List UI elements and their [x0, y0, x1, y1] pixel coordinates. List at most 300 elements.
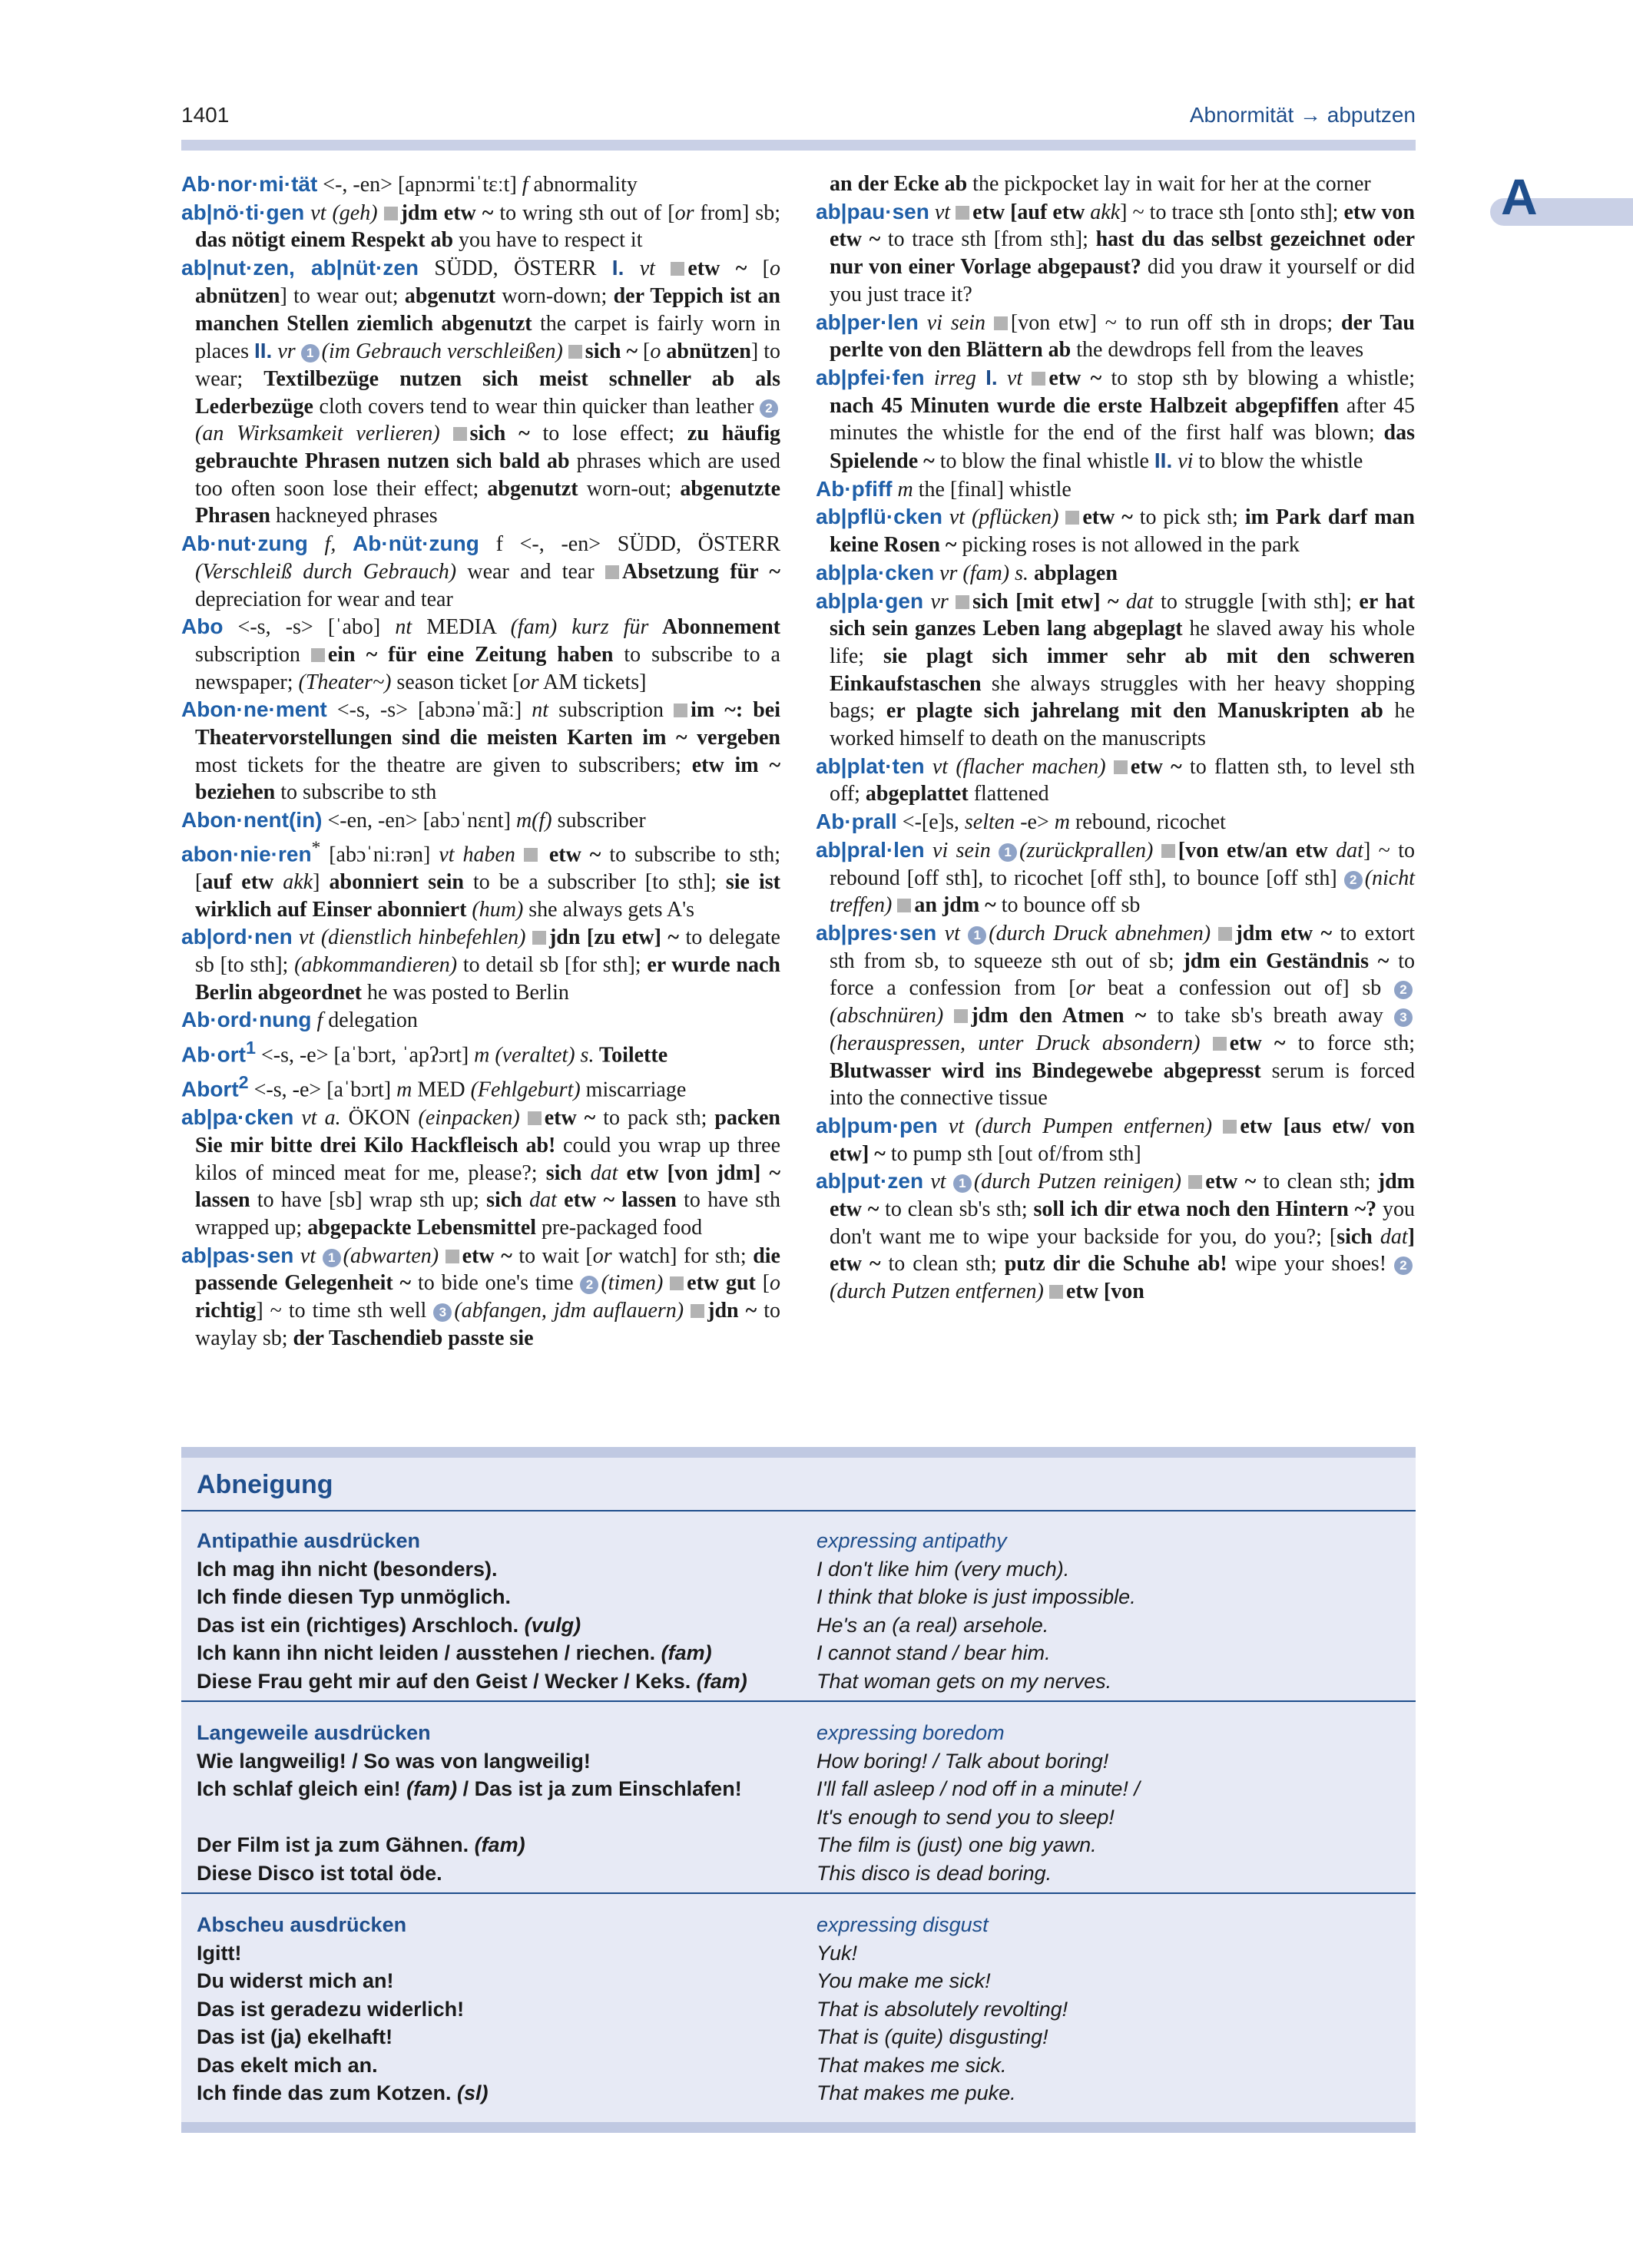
entry-text: (Verschleiß durch Gebrauch)	[195, 559, 457, 584]
phrase-en: I think that bloke is just impossible.	[816, 1585, 1136, 1608]
entry-text: to extort sth from sb, to squeeze sth out of sb;	[830, 921, 1415, 973]
entry-text: the dewdrops fell from the leaves	[1071, 338, 1364, 363]
entry-text: phrases which are used too often soon lose their effect;	[195, 449, 780, 501]
entry-text: vt (flacher machen)	[924, 754, 1114, 779]
headword: ab|pres·sen	[816, 920, 937, 945]
entry-text: vi sein	[924, 838, 999, 863]
entry-text: m	[396, 1078, 412, 1102]
headword: Abort	[181, 1077, 239, 1101]
example-phrase: etw im ~ beziehen	[195, 753, 781, 805]
entry-text: f	[311, 1008, 323, 1033]
example-phrase: abonniert sein	[329, 869, 464, 894]
box-divider	[181, 1892, 1416, 1894]
entry-text: <-s, -s> [ˈabo]	[223, 615, 396, 640]
example-phrase: etw [von	[1065, 1280, 1144, 1304]
square-bullet-icon	[1188, 1175, 1202, 1189]
phrase-en: How boring! / Talk about boring!	[816, 1749, 1109, 1773]
section-heading-de: Langeweile ausdrücken	[197, 1721, 431, 1744]
entry-text: did you draw it yourself or did you just trace it?	[830, 255, 1415, 306]
register-label: (fam)	[661, 1641, 712, 1664]
headword: ab|nut·zen, ab|nüt·zen	[181, 256, 419, 280]
register-label: (vulg)	[524, 1613, 581, 1637]
example-phrase: nach 45 Minuten wurde die erste Halbzeit abgepfiffen	[830, 393, 1340, 418]
phrase-de-text: Ich finde das zum Kotzen.	[197, 2081, 458, 2104]
entry-text: he was posted to Berlin	[362, 980, 569, 1005]
square-bullet-icon	[1049, 1285, 1063, 1299]
entry-text: to force sth;	[1285, 1031, 1415, 1055]
headword: Ab·nüt·zung	[353, 531, 479, 556]
homograph-number: 2	[238, 1072, 249, 1093]
example-phrase: der Tau perlte von den Blättern ab	[830, 310, 1415, 363]
entry-text: serum is forced into the connective tissue	[830, 1058, 1416, 1111]
entry-text: subscriber	[552, 809, 646, 833]
phrase-row	[197, 1611, 1400, 1640]
example-phrase: ] etw ~	[830, 1224, 1415, 1276]
entry-text: picking roses is not allowed in the park	[956, 533, 1300, 558]
example-phrase: sie plagt sich immer sehr ab mit den schweren Einkaufstaschen	[830, 644, 1416, 696]
square-bullet-icon	[524, 848, 538, 862]
headword: ab|pa·cken	[181, 1105, 294, 1130]
entry-text: [von etw] ~ to run off sth in drops;	[1010, 310, 1341, 335]
dictionary-entry	[181, 1104, 780, 1242]
phrase-de-text: Der Film ist ja zum Gähnen.	[197, 1833, 475, 1856]
sense-1-icon: 1	[968, 926, 986, 945]
homograph-number: 1	[245, 1038, 256, 1058]
entry-text: vt a.	[293, 1106, 341, 1131]
example-phrase: etw [von jdm] ~ lassen	[195, 1160, 781, 1213]
entry-text: wipe your shoes!	[1227, 1252, 1395, 1276]
example-phrase: das Spielende ~	[830, 421, 1415, 474]
phrase-en	[816, 1775, 1400, 1831]
phrase-row	[197, 1775, 1400, 1831]
left-column	[181, 171, 780, 1353]
headword: abon·nie·ren	[181, 842, 312, 866]
entry-text: hackneyed phrases	[270, 504, 438, 528]
entry-text: to waylay sb;	[195, 1299, 781, 1350]
entry-text: vt (dienstlich hinbefehlen)	[292, 925, 532, 950]
entry-text: nt	[395, 615, 412, 640]
headword: Abo	[181, 614, 224, 639]
entry-text: worn-out;	[578, 476, 681, 501]
entry-text: SÜDD, ÖSTERR	[419, 257, 612, 281]
entry-text: pre-packaged food	[536, 1216, 703, 1240]
square-bullet-icon	[956, 595, 969, 609]
square-bullet-icon	[994, 316, 1008, 330]
entry-text: vt	[929, 200, 956, 224]
headword: ab|pflü·cken	[816, 505, 942, 529]
example-phrase: abgenutzt	[404, 283, 496, 308]
entry-text: (nicht treffen)	[830, 866, 1415, 918]
entry-text: f <-, -en> SÜDD, ÖSTERR	[479, 532, 781, 557]
entry-text: from] sb;	[694, 200, 780, 225]
dictionary-entry	[181, 923, 780, 1006]
sense-numeral: II.	[253, 339, 273, 363]
entry-text: AM tickets]	[538, 670, 647, 694]
example-phrase: abgepackte Lebensmittel	[307, 1216, 537, 1240]
phrase-de: Igitt!	[197, 1941, 242, 1965]
example-phrase: etw ~	[1205, 1170, 1257, 1194]
entry-text: depreciation for wear and tear	[195, 587, 453, 611]
dictionary-entry	[181, 835, 780, 923]
headword: ab|ord·nen	[181, 925, 293, 949]
entry-text: or	[1075, 976, 1095, 1001]
example-phrase: im Park darf man keine Rosen ~	[830, 505, 1415, 558]
example-phrase: jdm etw ~	[1235, 921, 1333, 945]
entry-text: (durch Druck abnehmen)	[989, 921, 1219, 945]
entry-text: MEDIA	[412, 615, 511, 640]
entry-text: <-s, -s> [abɔnəˈmãː]	[326, 698, 532, 723]
entry-text: m(f)	[515, 809, 552, 833]
dictionary-entry	[181, 1006, 780, 1035]
entry-text: she always gets A's	[523, 897, 695, 922]
entry-text: most tickets for the theatre are given to subscribers;	[195, 753, 692, 777]
dictionary-entry	[816, 559, 1415, 588]
entry-text: [abɔˈniːrən]	[320, 843, 439, 867]
example-phrase: [von etw/an etw	[1178, 838, 1328, 863]
headword: Abon·nent(in)	[181, 808, 323, 833]
dictionary-entry	[181, 254, 780, 530]
example-phrase: hast du das selbst gezeichnet oder nur von einer Vorlage abgepaust?	[830, 227, 1415, 280]
example-phrase: etw ~	[1082, 505, 1133, 530]
entry-text: to have [sb] wrap sth up;	[250, 1188, 487, 1213]
example-phrase: jdm etw ~	[400, 200, 494, 225]
section-heading-de: Antipathie ausdrücken	[197, 1529, 421, 1552]
phrase-de: Das ist (ja) ekelhaft!	[197, 2025, 393, 2048]
entry-text: o	[769, 257, 780, 281]
dictionary-entry	[816, 309, 1415, 364]
phrase-de: Diese Disco ist total öde.	[197, 1861, 442, 1885]
headword: ab|per·len	[816, 310, 919, 334]
entry-text: the pickpocket lay in wait for her at the corner	[967, 172, 1371, 196]
entry-text: nt	[532, 698, 549, 723]
square-bullet-icon	[605, 565, 619, 579]
dictionary-entry	[816, 1167, 1415, 1306]
phrase-en: The film is (just) one big yawn.	[816, 1833, 1097, 1856]
entry-text: delegation	[323, 1008, 418, 1033]
entry-text: (abkommandieren)	[294, 953, 458, 978]
entry-text: rebound, ricochet	[1069, 810, 1226, 835]
entry-text: (hum)	[466, 897, 524, 922]
example-phrase: jdm etw ~	[830, 1170, 1415, 1222]
example-phrase: sich ~	[585, 339, 638, 364]
entry-text: abnormality	[528, 173, 638, 197]
entry-text: akk	[1085, 200, 1121, 224]
example-phrase: soll ich dir etwa noch den Hintern ~?	[1033, 1197, 1377, 1222]
entry-text: subscription	[195, 642, 311, 667]
headword: ab|pla·cken	[816, 560, 935, 584]
headword: ab|nö·ti·gen	[181, 200, 305, 224]
phrase-en: That is absolutely revolting!	[816, 1997, 1068, 2021]
example-phrase: etw ~	[540, 843, 601, 867]
entry-text: could you wrap up three kilos of minced meat for me, please?;	[195, 1133, 780, 1185]
example-phrase: etw [auf etw	[972, 200, 1085, 224]
phrase-en: This disco is dead boring.	[816, 1861, 1052, 1885]
entry-text: he slaved away his whole life;	[830, 617, 1415, 668]
phrase-de	[197, 1611, 816, 1640]
entry-text: vi sein	[918, 310, 994, 335]
entry-text: to have sth wrapped up;	[195, 1188, 781, 1240]
phrase-en: That makes me puke.	[816, 2081, 1016, 2104]
section-heading-en: expressing boredom	[816, 1721, 1005, 1744]
example-phrase: sich [mit etw] ~	[972, 589, 1119, 614]
phrase-en: That woman gets on my nerves.	[816, 1669, 1112, 1693]
entry-text: <-[e]s,	[896, 810, 965, 835]
entry-text: (im Gebrauch verschleißen)	[321, 339, 568, 364]
thumb-index-letter: A	[1501, 168, 1538, 225]
entry-text: to subscribe to sth	[275, 780, 437, 805]
entry-text: or	[519, 670, 539, 694]
entry-text: MED	[412, 1078, 471, 1102]
sense-2-icon: 2	[760, 399, 778, 418]
entry-text: to pump sth [out of/from sth]	[885, 1141, 1141, 1166]
entry-text: (durch Putzen reinigen)	[973, 1170, 1189, 1194]
entry-text: vt (geh)	[310, 200, 378, 225]
phrase-de	[197, 1639, 816, 1667]
entry-text: you have to respect it	[453, 228, 643, 253]
square-bullet-icon	[1218, 927, 1232, 941]
headword: ab|pla·gen	[816, 588, 924, 613]
phrase-en: That makes me sick.	[816, 2053, 1007, 2077]
entry-text: to bide one's time	[411, 1271, 581, 1296]
register-label: (sl)	[457, 2081, 489, 2104]
entry-text: (Fehlgeburt)	[470, 1078, 581, 1102]
entry-text: <-en, -en> [abɔˈnɛnt]	[322, 809, 516, 833]
square-bullet-icon	[384, 207, 398, 220]
phrase-box	[181, 1447, 1416, 2133]
phrase-row	[197, 1555, 1400, 1584]
sense-2-icon: 2	[1394, 981, 1413, 999]
example-phrase: Absetzung für ~	[622, 559, 780, 584]
sense-3-icon: 3	[433, 1303, 452, 1322]
example-phrase: Textilbezüge nutzen sich meist schneller ab als Lederbezüge	[195, 366, 780, 419]
headword: ab|put·zen	[816, 1169, 924, 1194]
entry-text: vi	[1172, 449, 1194, 474]
entry-text: or	[674, 200, 694, 225]
phrase-de: Das ekelt mich an.	[197, 2053, 378, 2077]
dictionary-entry	[181, 1242, 780, 1353]
entry-continuation	[816, 171, 1415, 198]
square-bullet-icon	[897, 899, 911, 912]
section-heading-en: expressing disgust	[816, 1913, 989, 1936]
example-phrase: etw ~	[1048, 366, 1102, 390]
sense-1-icon: 1	[953, 1174, 972, 1193]
headword: Ab·nor·mi·tät	[181, 172, 318, 196]
entry-text: vr	[272, 339, 301, 364]
square-bullet-icon	[528, 1111, 542, 1125]
entry-text: dat	[1372, 1224, 1408, 1249]
register-label: (fam)	[406, 1777, 458, 1800]
entry-text: dat	[581, 1160, 618, 1185]
sense-2-icon: 2	[580, 1276, 598, 1294]
header-rule	[181, 140, 1416, 151]
entry-text: vt	[293, 1243, 323, 1268]
example-phrase: abplagen	[1028, 561, 1118, 585]
example-phrase: etw ~	[462, 1243, 512, 1268]
phrase-row	[197, 2079, 1400, 2107]
entry-text: to flatten sth, to level sth off;	[830, 754, 1416, 806]
example-phrase: Toilette	[594, 1043, 668, 1068]
example-phrase: abnützen	[195, 283, 280, 308]
dictionary-entry	[816, 919, 1415, 1112]
entry-text: to delegate sb [to sth];	[195, 925, 780, 978]
section-heading-row	[197, 1911, 1400, 1939]
entry-text: to subscribe to sth; [	[195, 843, 780, 894]
entry-text: to clean sth;	[880, 1252, 1005, 1276]
dictionary-entry	[816, 753, 1415, 808]
sense-3-icon: 3	[1394, 1008, 1413, 1027]
phrase-de	[197, 1831, 816, 1859]
entry-text: vt	[936, 921, 969, 945]
phrase-row	[197, 2023, 1400, 2051]
entry-text: <-, -en> [apnɔrmiˈtɛːt]	[317, 173, 522, 197]
box-divider	[181, 1700, 1416, 1702]
example-phrase: jdm den Atmen ~	[971, 1004, 1147, 1028]
dictionary-entry	[816, 475, 1415, 504]
entry-text: (an Wirksamkeit verlieren)	[195, 422, 453, 446]
example-phrase: der Taschendieb passte sie	[293, 1326, 534, 1350]
example-phrase: etw ~	[544, 1106, 596, 1131]
headword: ab|pum·pen	[816, 1113, 938, 1137]
entry-text: to blow the whistle	[1193, 449, 1363, 474]
dictionary-entry	[816, 198, 1415, 309]
entry-text: vr	[923, 589, 956, 614]
section-heading-row	[197, 1527, 1400, 1555]
example-phrase: etw ~	[1229, 1031, 1286, 1055]
square-bullet-icon	[671, 262, 684, 276]
phrase-row	[197, 1967, 1400, 1995]
square-bullet-icon	[532, 931, 546, 945]
example-phrase: Blutwasser wird ins Bindegewebe abgepresst	[830, 1058, 1261, 1083]
dictionary-entry	[181, 806, 780, 835]
sense-1-icon: 1	[999, 843, 1017, 862]
sense-numeral: I.	[985, 365, 998, 389]
entry-text: f	[522, 173, 528, 197]
example-phrase: ein ~ für eine Zeitung haben	[327, 642, 614, 667]
box-title: Abneigung	[197, 1470, 333, 1499]
entry-text: m (veraltet) s.	[474, 1043, 595, 1068]
box-bottom-band	[181, 2122, 1416, 2133]
running-head: Abnormität → abputzen	[1189, 103, 1416, 127]
entry-text: to trace sth [from sth];	[880, 227, 1096, 252]
entry-text: vr (fam) s.	[934, 561, 1028, 585]
entry-text: to lose effect;	[529, 422, 687, 446]
entry-text: ] to wear;	[195, 339, 780, 391]
page-number: 1401	[181, 103, 230, 127]
phrase-de: Du widerst mich an!	[197, 1969, 394, 1992]
entry-text: ] ~ to time sth well	[256, 1299, 434, 1323]
headword: ab|pfei·fen	[816, 365, 925, 389]
sense-numeral: II.	[1154, 449, 1173, 473]
phrase-section-disgust	[197, 1911, 1400, 2107]
entry-text: vt (pflücken)	[942, 505, 1066, 530]
entry-text: to pack sth;	[595, 1106, 715, 1131]
square-bullet-icon	[453, 427, 467, 441]
register-label: (fam)	[474, 1833, 525, 1856]
entry-text: (abschnüren)	[830, 1004, 955, 1028]
entry-text: to pick sth;	[1132, 505, 1245, 530]
phrase-row	[197, 2051, 1400, 2080]
phrase-de-text: / Das ist ja zum Einschlafen!	[457, 1777, 742, 1800]
entry-text: she always struggles with her heavy shopping bags;	[830, 671, 1415, 723]
entry-text: dat	[1327, 838, 1363, 863]
square-bullet-icon	[446, 1250, 459, 1263]
example-phrase: packen Sie mir bitte drei Kilo Hackfleisch ab!	[195, 1106, 780, 1157]
entry-text: flattened	[968, 782, 1049, 806]
phrase-en-line: I'll fall asleep / nod off in a minute! /	[816, 1777, 1140, 1800]
headword: ab|pral·len	[816, 837, 925, 862]
phrase-row	[197, 1747, 1400, 1776]
headword: ab|pau·sen	[816, 199, 929, 223]
entry-text: ]	[313, 869, 330, 894]
example-phrase: sich	[1337, 1224, 1373, 1249]
example-phrase: abnützen	[661, 339, 751, 364]
entry-text: o	[650, 339, 661, 364]
phrase-en-line: It's enough to send you to sleep!	[816, 1805, 1115, 1829]
entry-text: the carpet is fairly worn in places	[195, 311, 780, 364]
entry-text: vt haben	[439, 843, 515, 867]
square-bullet-icon	[1161, 844, 1175, 858]
dictionary-entry	[816, 364, 1415, 475]
headword: Abon·ne·ment	[181, 697, 327, 722]
example-phrase: er plagte sich jahrelang mit den Manuskripten ab	[886, 699, 1383, 723]
headword: ab|plat·ten	[816, 753, 925, 778]
entry-text: akk	[273, 869, 313, 894]
right-column	[816, 171, 1415, 1306]
entry-text: to subscribe to a newspaper;	[195, 642, 780, 694]
square-bullet-icon	[954, 1009, 968, 1023]
square-bullet-icon	[568, 345, 582, 359]
example-phrase: etw ~ lassen	[556, 1188, 677, 1213]
sense-2-icon: 2	[1394, 1257, 1413, 1275]
example-phrase: etw von etw ~	[830, 200, 1415, 252]
square-bullet-icon	[670, 1276, 684, 1290]
square-bullet-icon	[1065, 511, 1079, 525]
phrase-row	[197, 1831, 1400, 1859]
entry-text: [	[755, 1271, 770, 1296]
dictionary-entry	[181, 199, 780, 254]
phrase-de: Wie langweilig! / So was von langweilig!	[197, 1749, 591, 1773]
entry-text: irreg	[924, 366, 986, 390]
superscript-mark: *	[311, 837, 321, 858]
square-bullet-icon	[691, 1304, 704, 1318]
example-phrase: etw ~	[1130, 754, 1182, 779]
phrase-de	[197, 1667, 816, 1696]
phrase-de-text: Ich schlaf gleich ein!	[197, 1777, 407, 1800]
phrase-section-antipathy	[197, 1527, 1400, 1695]
sense-2-icon: 2	[1344, 871, 1363, 889]
phrase-de	[197, 1775, 816, 1831]
entry-text: selten	[964, 810, 1015, 835]
entry-text: subscription	[548, 698, 674, 723]
example-phrase: Abonnement	[648, 615, 780, 640]
section-heading-en: expressing antipathy	[816, 1529, 1007, 1552]
phrase-section-boredom	[197, 1719, 1400, 1887]
phrase-row	[197, 1939, 1400, 1968]
example-phrase: abgeplattet	[865, 782, 969, 806]
headword: Ab·ort	[181, 1042, 246, 1067]
dictionary-entry	[816, 1112, 1415, 1167]
example-phrase: sie ist wirklich auf Einser abonniert	[195, 869, 781, 922]
phrase-de: Ich mag ihn nicht (besonders).	[197, 1557, 498, 1581]
entry-text: to wait [	[512, 1243, 593, 1268]
example-phrase: die passende Gelegenheit ~	[195, 1243, 780, 1296]
example-phrase: jdn [zu etw] ~	[548, 925, 679, 950]
example-phrase: der Teppich ist an manchen Stellen ziemlich abgenutzt	[195, 283, 780, 336]
square-bullet-icon	[311, 648, 325, 662]
entry-text: cloth covers tend to wear thin quicker than leather	[313, 394, 760, 419]
phrase-row	[197, 1995, 1400, 2024]
entry-text: (abfangen, jdm auflauern)	[454, 1299, 691, 1323]
